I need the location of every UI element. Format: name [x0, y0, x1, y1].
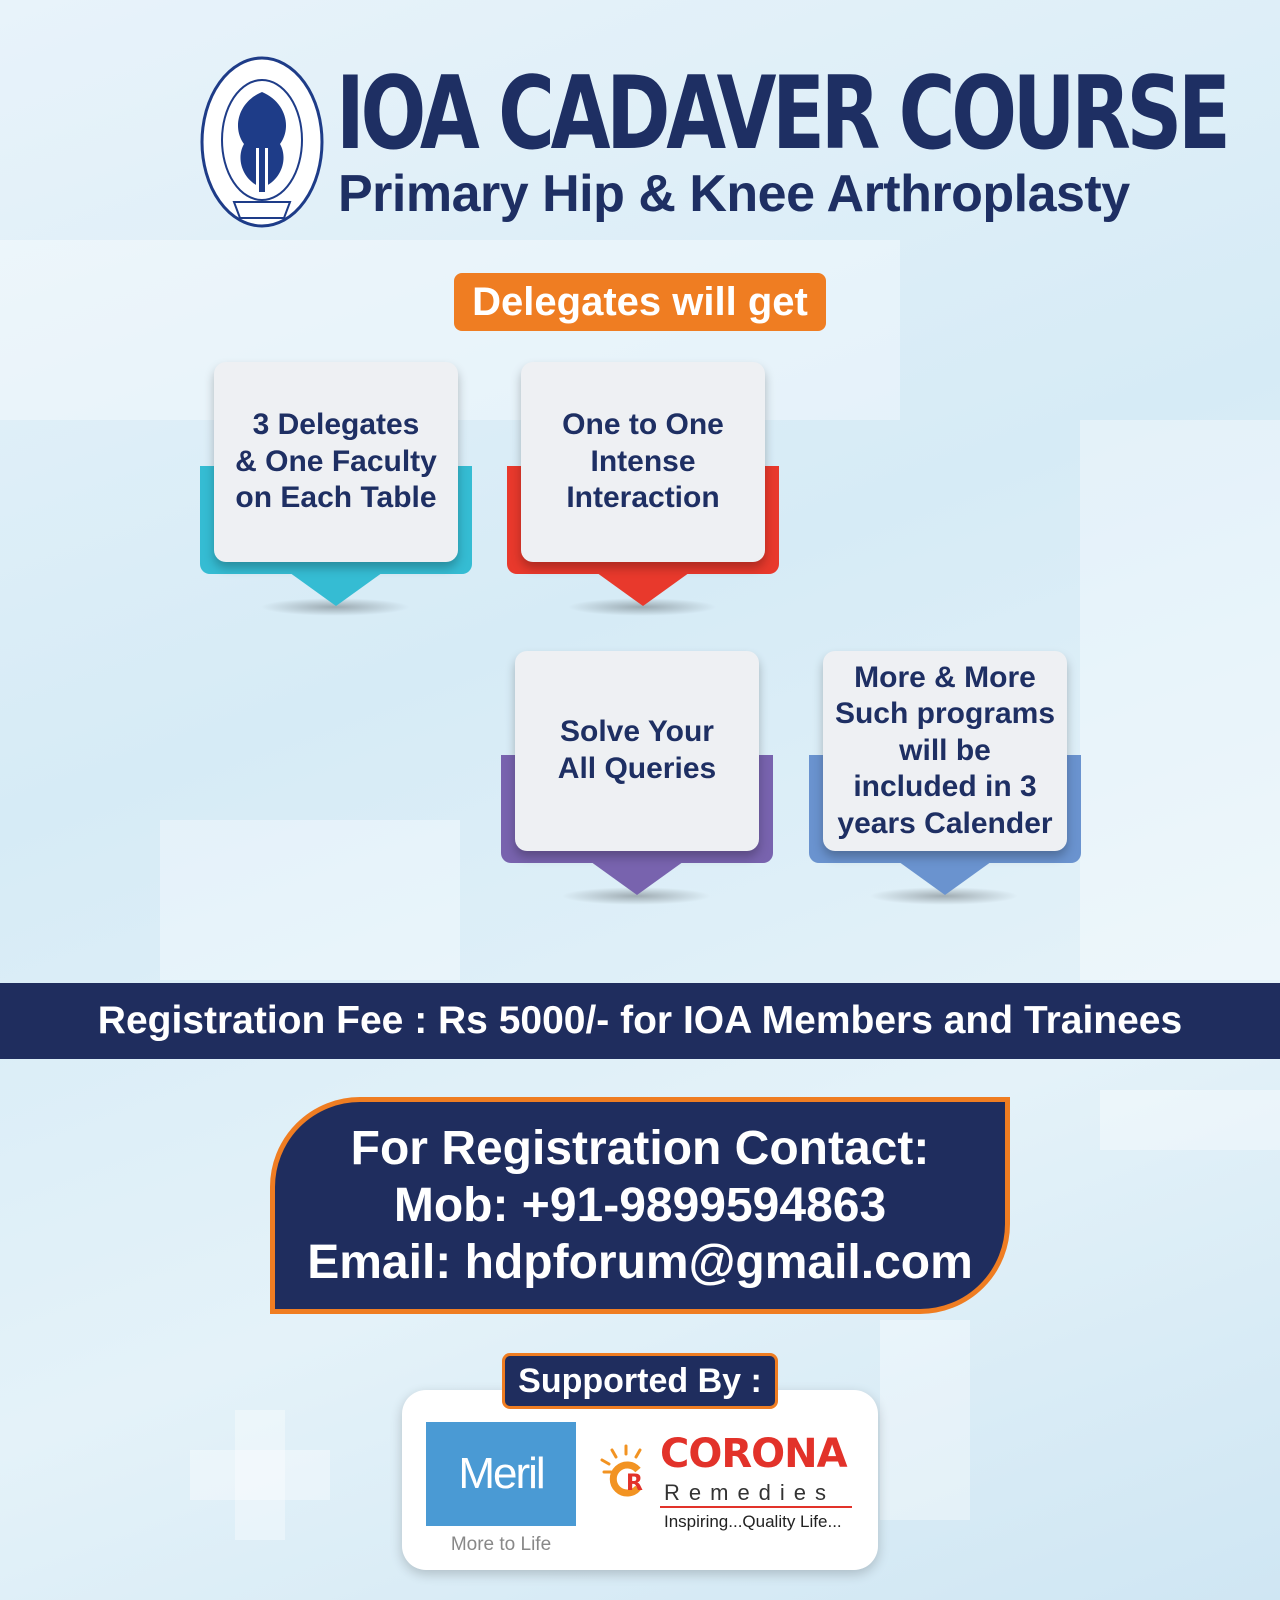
registration-fee-banner: Registration Fee : Rs 5000/- for IOA Members and Trainees	[0, 983, 1280, 1059]
contact-box	[270, 1097, 1010, 1314]
background-cross	[235, 1410, 285, 1540]
background-cross	[1100, 1090, 1280, 1150]
card-pointer	[587, 859, 687, 895]
background-block	[160, 820, 460, 980]
card-pointer	[593, 570, 693, 606]
meril-tagline: More to Life	[450, 1534, 552, 1555]
benefit-card	[507, 362, 779, 622]
card-pointer	[286, 570, 386, 606]
contact-email[interactable]: Email: hdpforum@gmail.com	[307, 1236, 973, 1289]
benefit-text: Solve Your All Queries	[515, 651, 759, 851]
delegates-heading: Delegates will get	[454, 273, 826, 331]
contact-mobile[interactable]: Mob: +91-9899594863	[393, 1179, 887, 1232]
course-title: IOA CADAVER COURSE	[336, 55, 1227, 173]
corona-divider	[660, 1506, 852, 1508]
contact-heading: For Registration Contact:	[350, 1122, 930, 1175]
svg-text:R: R	[626, 1471, 643, 1496]
benefit-card	[200, 362, 472, 622]
card-pointer	[895, 859, 995, 895]
benefit-card	[809, 651, 1081, 911]
corona-logo-name: CORONA	[660, 1431, 847, 1477]
benefit-text: More & More Such programs will be included in 3 years Calender	[823, 651, 1067, 851]
benefit-text: One to One Intense Interaction	[521, 362, 765, 562]
benefit-card	[501, 651, 773, 911]
benefit-text: 3 Delegates & One Faculty on Each Table	[214, 362, 458, 562]
meril-logo: Meril	[426, 1422, 576, 1526]
corona-tagline: Inspiring...Quality Life...	[664, 1512, 842, 1531]
corona-sun-icon	[596, 1442, 656, 1502]
supported-by-label: Supported By :	[502, 1353, 778, 1409]
background-cross	[880, 1320, 970, 1520]
course-subtitle: Primary Hip & Knee Arthroplasty	[338, 165, 1130, 223]
corona-logo-sub: Remedies	[664, 1480, 836, 1505]
ioa-seal-logo	[198, 52, 326, 232]
background-block	[1080, 420, 1280, 980]
sponsor-logos-card	[402, 1390, 878, 1570]
